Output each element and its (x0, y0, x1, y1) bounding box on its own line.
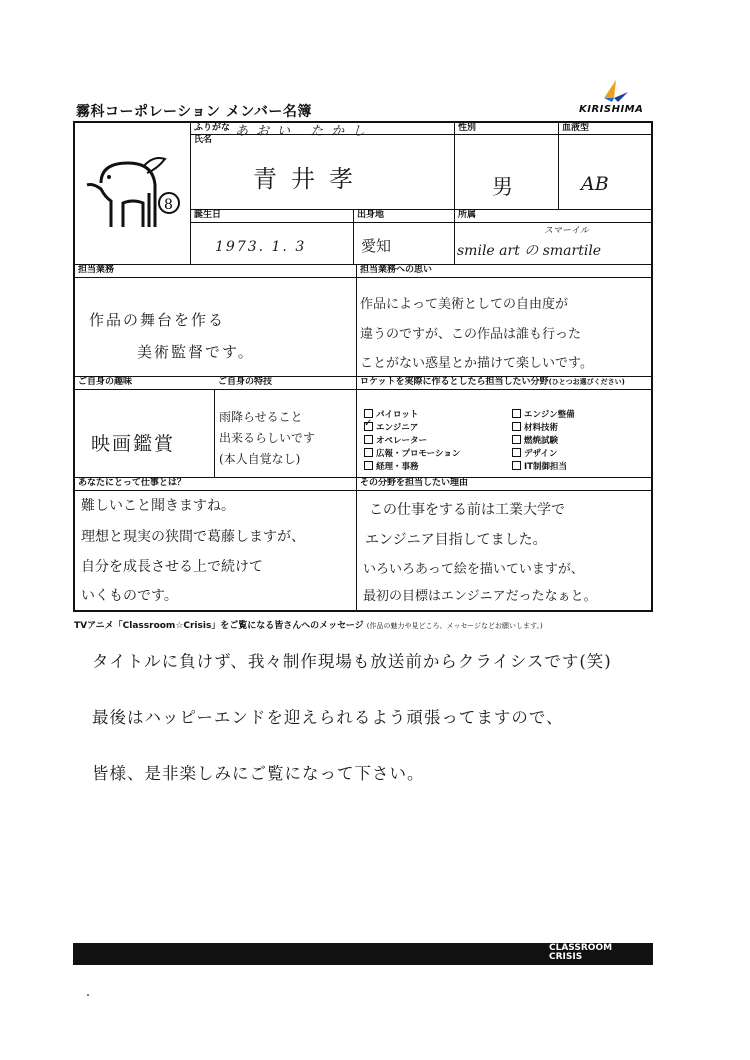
option-combustion-test[interactable]: 燃焼試験 (512, 434, 558, 446)
rocket-role-label: ロケットを実際に作るとしたら担当したい分野(ひとつお選びください) (360, 377, 625, 387)
gender-label: 性別 (458, 123, 477, 133)
skill-line-3: (本人自覚なし) (219, 452, 301, 466)
furigana-label: ふりがな (194, 123, 231, 133)
job-line-1: 作品の舞台を作る (89, 311, 226, 329)
reason-line-3: いろいろあって絵を描いていますが、 (363, 562, 584, 577)
reason-line-1: この仕事をする前は工業大学で (369, 502, 565, 518)
work-meaning-label: あなたにとって仕事とは？ (78, 478, 186, 488)
work-meaning-line-1: 難しいこと聞きますね。 (81, 498, 235, 514)
hobby-value: 映画鑑賞 (91, 433, 176, 455)
svg-text:8: 8 (164, 197, 173, 213)
blood-type-value: AB (581, 173, 609, 195)
blood-type-label: 血液型 (562, 123, 590, 133)
skill-label: ご自身の特技 (218, 377, 273, 387)
gender-value: 男 (492, 175, 513, 199)
hometown-label: 出身地 (357, 210, 385, 220)
job-label: 担当業務 (78, 265, 115, 275)
stray-dot (87, 994, 89, 996)
job-thoughts-line-3: ことがない惑星とか描けて楽しいです。 (360, 356, 593, 371)
option-engine-maintenance[interactable]: エンジン整備 (512, 408, 575, 420)
checkbox-icon (512, 461, 521, 470)
checkbox-icon (364, 435, 373, 444)
option-materials[interactable]: 材料技術 (512, 421, 558, 433)
hometown-value: 愛知 (361, 237, 392, 255)
message-line-2: 最後はハッピーエンドを迎えられるよう頑張ってますので、 (92, 708, 564, 727)
message-label: TVアニメ「Classroom☆Crisis」をご覧になる皆さんへのメッセージ (作品の魅力や見どころ、メッセージなどお願いします。) (74, 621, 543, 631)
birthday-value: 1973. 1. 3 (215, 239, 307, 255)
affiliation-value: smile art の smartile (457, 243, 602, 259)
reason-line-2: エンジニア目指してました。 (365, 532, 547, 548)
work-meaning-line-4: いくものです。 (81, 588, 178, 604)
option-it-control[interactable]: IT制御担当 (512, 460, 567, 472)
option-pr[interactable]: 広報・プロモーション (364, 447, 460, 459)
option-engineer[interactable]: ✓エンジニア (364, 421, 418, 433)
checkbox-icon (512, 422, 521, 431)
classroom-crisis-logo: CLASSROOM CRISIS (549, 943, 613, 962)
job-line-2: 美術監督です。 (137, 343, 255, 361)
job-thoughts-line-2: 違うのですが、この作品は誰も行った (360, 327, 582, 342)
hobby-label: ご自身の趣味 (78, 377, 133, 387)
elephant-doodle-icon (83, 153, 187, 235)
checkbox-icon (512, 409, 521, 418)
checkbox-icon (364, 461, 373, 470)
checkbox-icon (364, 448, 373, 457)
name-value: 青井孝 (253, 165, 367, 193)
furigana-value: あおい たかし (235, 124, 374, 139)
brand-name: KIRISHIMA (579, 104, 644, 115)
message-line-1: タイトルに負けず、我々制作現場も放送前からクライシスです(笑) (92, 652, 612, 671)
work-meaning-line-3: 自分を成長させる上で続けて (81, 559, 263, 575)
birthday-label: 誕生日 (194, 210, 222, 220)
checkbox-icon (512, 448, 521, 457)
job-thoughts-line-1: 作品によって美術としての自由度が (360, 297, 569, 312)
reason-label: その分野を担当したい理由 (360, 478, 469, 488)
name-label: 氏名 (194, 135, 213, 145)
job-thoughts-label: 担当業務への思い (360, 265, 433, 275)
reason-line-4: 最初の目標はエンジニアだったなぁと。 (363, 589, 597, 604)
option-pilot[interactable]: パイロット (364, 408, 418, 420)
sheet-title: 霧科コーポレーション メンバー名簿 (76, 104, 312, 120)
skill-line-2: 出来るらしいです (219, 431, 316, 445)
message-line-3: 皆様、是非楽しみにご覧になって下さい。 (92, 764, 425, 783)
checkbox-icon (364, 409, 373, 418)
affiliation-ruby: スマーイル (544, 226, 589, 236)
affiliation-label: 所属 (458, 210, 477, 220)
checked-checkbox-icon (364, 422, 373, 431)
profile-sheet (73, 121, 653, 612)
option-design[interactable]: デザイン (512, 447, 557, 459)
option-accounting[interactable]: 経理・事務 (364, 460, 419, 472)
skill-line-1: 雨降らせること (219, 410, 303, 424)
work-meaning-line-2: 理想と現実の狭間で葛藤しますが、 (81, 529, 305, 545)
option-operator[interactable]: オペレーター (364, 434, 427, 446)
checkbox-icon (512, 435, 521, 444)
